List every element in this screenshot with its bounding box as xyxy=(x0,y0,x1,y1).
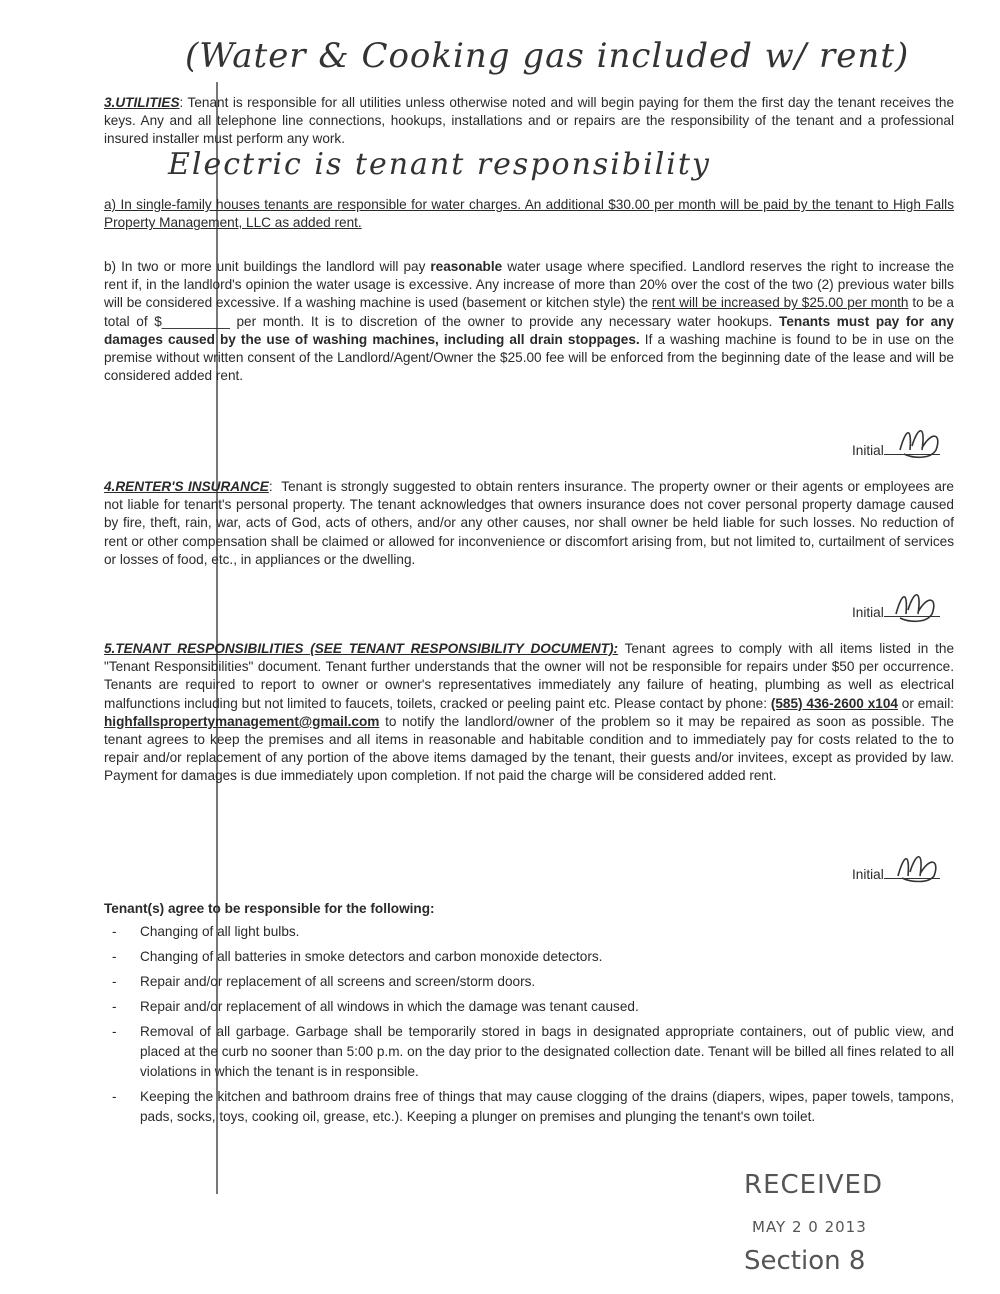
responsibilities-text-1: Tenant agrees to comply with all items listed in the "Tenant Responsibilities" document. Tenant further understands that the owner will not be responsible for repairs under $50 per occurrence. Tenants are required to report to owner or owner's representatives immediately any failure of heating, plumbing as well as electrical malfunctions including but not limited to faucets, toilets, cracked or peeling paint etc. Please contact by phone: xyxy=(104,641,955,711)
clause-b-text-5: If a washing machine is found to be in use on the premise without written consent of the Landlord/Agent/Owner the $25.00 fee will be enforced from the beginning date of the lease and will be considered added rent. xyxy=(104,331,954,384)
tenant-list-heading: Tenant(s) agree to be responsible for the following: xyxy=(104,901,435,916)
list-item: - Changing of all batteries in smoke detectors and carbon monoxide detectors. xyxy=(104,947,954,967)
received-stamp-section: Section 8 xyxy=(744,1246,866,1276)
initial-label: Initial xyxy=(852,443,884,458)
clause-b-bold-damages: Tenants must pay for any damages caused by the use of washing machines, including all drain stoppages. xyxy=(104,313,954,347)
received-stamp: RECEIVED xyxy=(744,1170,883,1200)
list-item: - Keeping the kitchen and bathroom drains free of things that may cause clogging of the drains (diapers, wipes, paper towels, tampons, pads, socks, toys, cooking oil, grease, etc.). Keeping a plunger on premises and plunging the tenant's own toilet. xyxy=(104,1087,954,1127)
initial-signature-1 xyxy=(892,420,950,464)
handwritten-electric-note: Electric is tenant responsibility xyxy=(168,147,711,182)
clause-b-bold-reasonable: reasonable xyxy=(430,259,503,274)
contact-phone: (585) 436-2600 x104 xyxy=(770,695,898,711)
insurance-heading: 4.RENTER'S INSURANCE xyxy=(104,479,269,494)
responsibilities-text-2: or email: xyxy=(901,695,954,711)
clause-b-text-4: per month. It is to discretion of the owner to provide any necessary water hookups. xyxy=(236,313,773,329)
clause-b-text-3: to be a total of $ xyxy=(104,295,954,329)
utilities-section: 3.UTILITIES: Tenant is responsible for all utilities unless otherwise noted and will begin paying for them the first day the tenant receives the keys. Any and all telephone line connections, hookups, installations and or repairs are the responsibility of the tenant and a professional insured installer must perform any work. xyxy=(104,95,954,147)
insurance-section: 4.RENTER'S INSURANCE: Tenant is strongly suggested to obtain renters insurance. The property owner or their agents or employees are not liable for tenant's personal property. The tenant acknowledges that owners insurance does not cover personal property damage caused by fire, theft, rain, war, acts of God, acts of others, and/or any other causes, nor shall owner be held liable for such losses. No reduction of rent or other compensation shall be claimed or allowed for inconvenience or discomfort arising from, but not limited to, curtailment of services or losses of food, etc., in appliances or the dwelling. xyxy=(104,479,954,567)
initial-label: Initial xyxy=(852,605,884,620)
initial-signature-2 xyxy=(886,582,944,626)
utilities-heading: 3.UTILITIES xyxy=(104,95,180,110)
tenant-responsibility-list xyxy=(104,922,954,1132)
handwritten-utilities-note: (Water & Cooking gas included w/ rent) xyxy=(185,36,910,76)
clause-b-rent-increase: rent will be increased by $25.00 per month xyxy=(651,295,909,311)
clause-b-text-2: water usage where specified. Landlord reserves the right to increase the rent if, in the landlord's opinion the water usage is excessive. Any increase of more than 20% over the cost of the two (2) previous water bills will be considered excessive. If a washing machine is used (basement or kitchen style) the xyxy=(104,259,954,311)
responsibilities-text-3: to notify the landlord/owner of the problem so it may be repaired as soon as possible. The tenant agrees to keep the premises and all items in reasonable and habitable condition and to immediately pay for costs related to the to repair and/or replacement of any portion of the above items damaged by the tenant, their guests and/or invitees, except as provided by law. Payment for damages is due immediately upon completion. If not paid the charge will be considered added rent. xyxy=(104,713,954,784)
utilities-text: Tenant is responsible for all utilities unless otherwise noted and will begin paying for them the first day the tenant receives the keys. Any and all telephone line connections, hookups, installations and or repairs are the responsibility of the tenant and a professional insured installer must perform any work. xyxy=(104,95,954,147)
water-clause-a: a) In single-family houses tenants are responsible for water charges. An additional $30.00 per month will be paid by the tenant to High Falls Property Management, LLC as added rent. xyxy=(104,197,954,231)
water-clause-b xyxy=(104,258,954,385)
clause-b-text-1: b) In two or more unit buildings the landlord will pay xyxy=(104,259,426,274)
clause-b-blank: _________ xyxy=(161,313,230,329)
responsibilities-heading: 5.TENANT RESPONSIBILITIES (SEE TENANT RESPONSIBILITY DOCUMENT): xyxy=(104,641,619,656)
initial-label: Initial xyxy=(852,867,884,882)
list-item: - Repair and/or replacement of all windows in which the damage was tenant caused. xyxy=(104,997,954,1017)
responsibilities-section xyxy=(104,640,954,786)
list-item: - Removal of all garbage. Garbage shall be temporarily stored in bags in designated appropriate containers, out of public view, and placed at the curb no sooner than 5:00 p.m. on the day prior to the designated collection date. Tenant will be billed all fines related to all violations in which the tenant is in responsible. xyxy=(104,1022,954,1082)
initial-signature-3 xyxy=(890,842,948,886)
contact-email: highfallspropertymanagement@gmail.com xyxy=(104,713,380,729)
list-item: - Repair and/or replacement of all screens and screen/storm doors. xyxy=(104,972,954,992)
list-item: - Changing of all light bulbs. xyxy=(104,922,954,942)
insurance-text: Tenant is strongly suggested to obtain renters insurance. The property owner or their agents or employees are not liable for tenant's personal property. The tenant acknowledges that owners insurance does not cover personal property damage caused by fire, theft, rain, war, acts of God, acts of others, and/or any other causes, nor shall owner be held liable for such losses. No reduction of rent or other compensation shall be claimed or allowed for inconvenience or discomfort arising from, but not limited to, curtailment of services or losses of food, etc., in appliances or the dwelling. xyxy=(104,479,954,567)
received-stamp-date: MAY 2 0 2013 xyxy=(752,1218,867,1236)
